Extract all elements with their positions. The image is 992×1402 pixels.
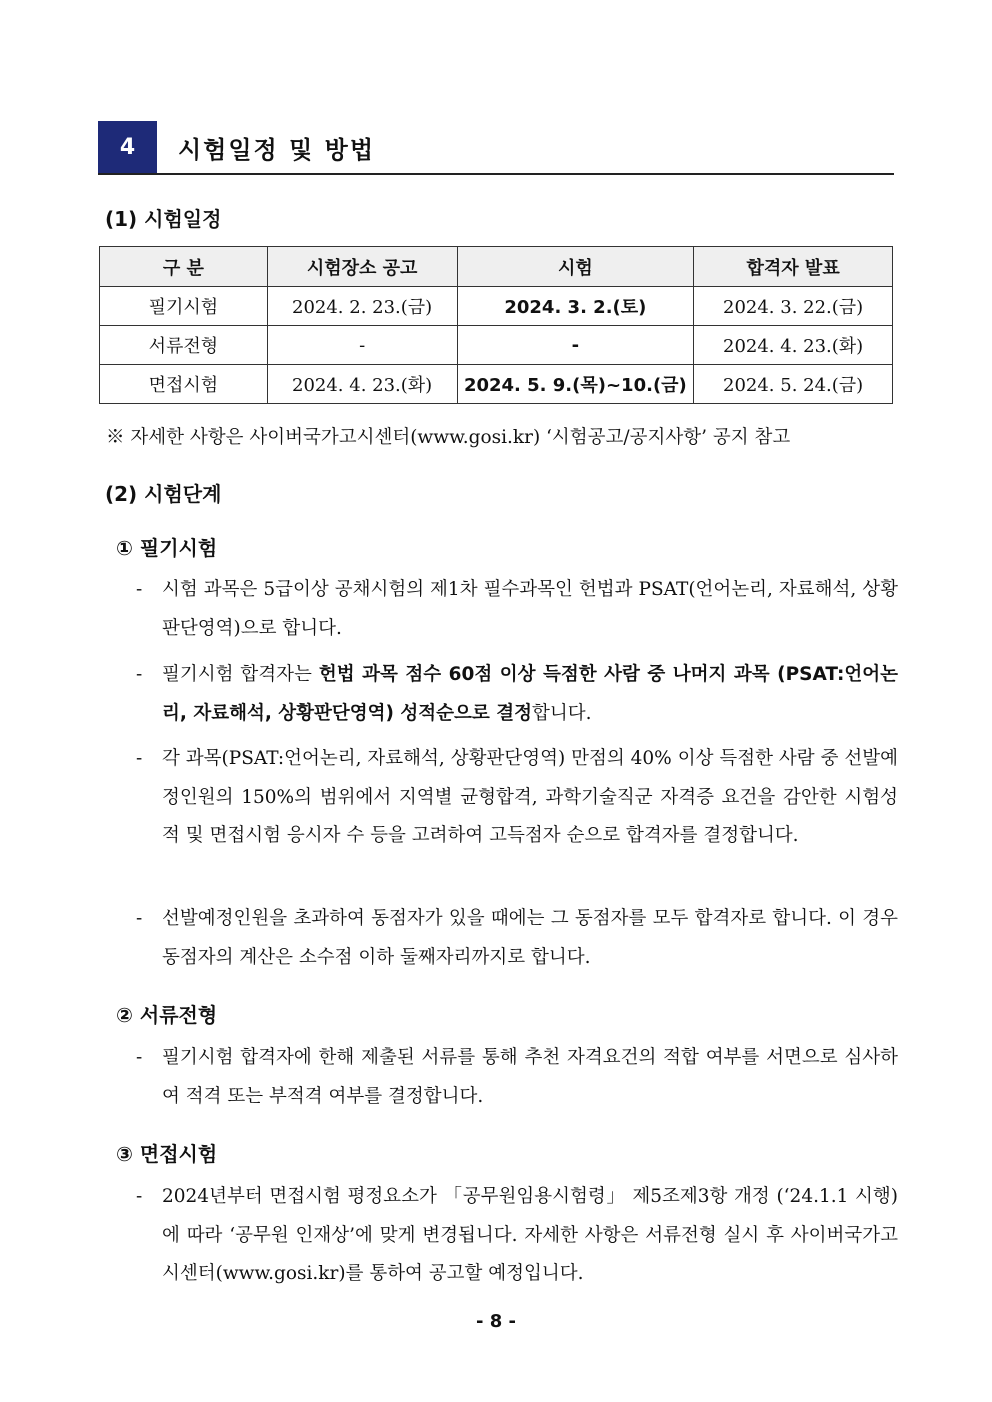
bullet-dash: - [136,1186,143,1207]
bullet-text-bold: 헌법 과목 점수 60점 이상 득점한 사람 중 나머지 과목 (PSAT:언어논리, 자료해석, 상황판단영역) 성적순으로 결정 [162,664,898,724]
section-header [98,121,894,175]
list-item [136,656,898,733]
list-item [136,900,898,977]
page-number: - 8 - [476,1311,516,1332]
bullet-text-pre: 필기시험 합격자는 [162,664,319,685]
bullet-text: 선발예정인원을 초과하여 동점자가 있을 때에는 그 동점자를 모두 합격자로 합니다. 이 경우 동점자의 계산은 소수점 이하 둘째자리까지로 합니다. [162,908,898,968]
row-venue-date: 2024. 2. 23.(금) [267,287,457,326]
header-exam: 시험 [457,247,694,287]
row-category: 면접시험 [100,365,268,404]
row-result-date: 2024. 5. 24.(금) [694,365,893,404]
row-venue-date: - [267,326,457,365]
schedule-table [99,246,893,404]
bullet-dash: - [136,1047,143,1068]
row-exam-date: 2024. 3. 2.(토) [457,287,694,326]
step-document-title: ② 서류전형 [116,1003,218,1027]
bullet-dash: - [136,908,143,929]
table-row [100,365,893,404]
bullet-text: 필기시험 합격자에 한해 제출된 서류를 통해 추천 자격요건의 적합 여부를 서면으로 심사하여 적격 또는 부적격 여부를 결정합니다. [162,1047,898,1107]
list-item [136,1039,898,1116]
schedule-note: ※ 자세한 사항은 사이버국가고시센터(www.gosi.kr) ‘시험공고/공지사항’ 공지 참고 [106,427,791,448]
bullet-text: 2024년부터 면접시험 평정요소가 「공무원임용시험령」 제5조제3항 개정 (‘24.1.1 시행)에 따라 ‘공무원 인재상’에 맞게 변경됩니다. 자세한 사항은 서류전형 실시 후 사이버국가고시센터(www.gosi.kr)를 통하여 공고할 예정입니다. [162,1186,898,1284]
row-exam-date: - [457,326,694,365]
table-row [100,326,893,365]
schedule-subtitle: (1) 시험일정 [105,207,222,231]
bullet-dash: - [136,579,143,600]
header-result: 합격자 발표 [694,247,893,287]
bullet-text [162,656,898,733]
bullet-dash: - [136,664,143,685]
row-venue-date: 2024. 4. 23.(화) [267,365,457,404]
row-category: 서류전형 [100,326,268,365]
header-venue-notice: 시험장소 공고 [267,247,457,287]
row-exam-date: 2024. 5. 9.(목)~10.(금) [457,365,694,404]
list-item [136,740,898,856]
step-written-title: ① 필기시험 [116,536,218,560]
row-category: 필기시험 [100,287,268,326]
header-category: 구 분 [100,247,268,287]
row-result-date: 2024. 3. 22.(금) [694,287,893,326]
section-title: 시험일정 및 방법 [178,136,375,164]
table-header-row [100,247,893,287]
stages-subtitle: (2) 시험단계 [105,482,222,506]
section-number: 4 [98,121,157,173]
step-interview-title: ③ 면접시험 [116,1142,218,1166]
list-item [136,571,898,648]
bullet-dash: - [136,748,143,769]
row-result-date: 2024. 4. 23.(화) [694,326,893,365]
table-row [100,287,893,326]
bullet-text: 시험 과목은 5급이상 공채시험의 제1차 필수과목인 헌법과 PSAT(언어논리, 자료해석, 상황판단영역)으로 합니다. [162,579,898,639]
bullet-text-post: 합니다. [531,702,592,724]
list-item [136,1178,898,1294]
bullet-text: 각 과목(PSAT:언어논리, 자료해석, 상황판단영역) 만점의 40% 이상 득점한 사람 중 선발예정인원의 150%의 범위에서 지역별 균형합격, 과학기술직군 자격증 요건을 감안한 시험성적 및 면접시험 응시자 수 등을 고려하여 고득점자 순으로 합격자를 결정합니다. [162,748,898,846]
